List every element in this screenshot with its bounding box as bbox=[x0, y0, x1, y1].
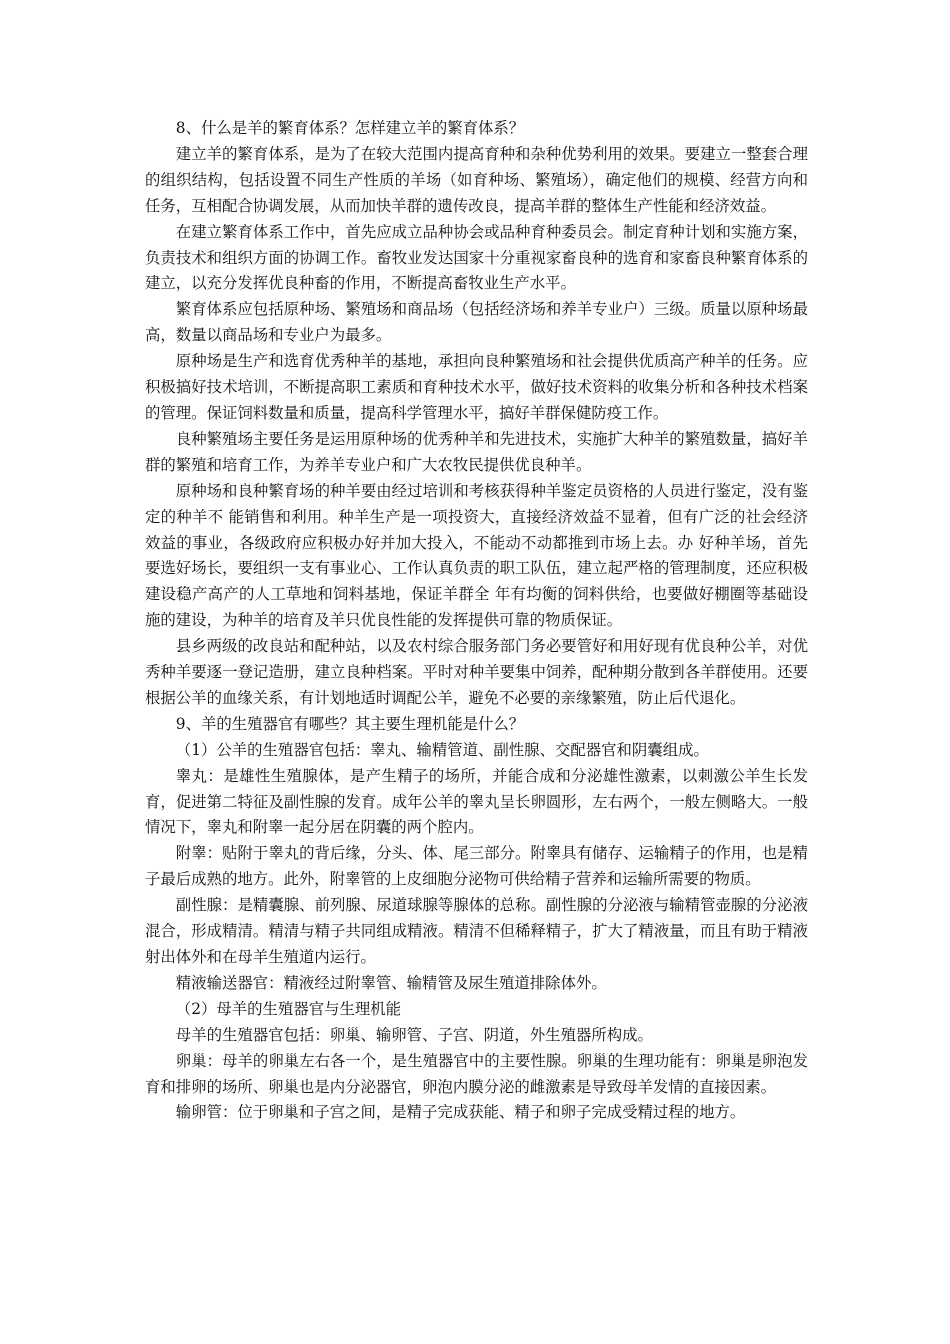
question-heading-8: 8、什么是羊的繁育体系？怎样建立羊的繁育体系？ bbox=[175, 119, 525, 137]
paragraph: 原种场和良种繁育场的种羊要由经过培训和考核获得种羊鉴定员资格的人员进行鉴定，没有鉴定的种羊不 能销售和利用。种羊生产是一项投资大，直接经济效益不显着，但有广泛的社会经济效益的事业，各级政府应积极办好并加大投入，不能动不动都推到市场上去。办 好种羊场，首先要选好场长，要组织一支有事业心、工作认真负责的职工队伍，建立起严格的管理制度，还应积极建设稳产高产的人工草地和饲料基地，保证羊群全 年有均衡的饲料供给，也要做好棚圈等基础设施的建设，为种羊的培育及羊只优良性能的发挥提供可靠的物质保证。 bbox=[145, 481, 808, 630]
paragraph: 睾丸：是雄性生殖腺体，是产生精子的场所，并能合成和分泌雄性激素，以刺激公羊生长发育，促进第二特征及副性腺的发育。成年公羊的睾丸呈长卵圆形，左右两个，一般左侧略大。一般情况下，睾丸和附睾一起分居在阴囊的两个腔内。 bbox=[145, 766, 808, 837]
paragraph: 建立羊的繁育体系，是为了在较大范围内提高育种和杂种优势利用的效果。要建立一整套合理的组织结构，包括设置不同生产性质的羊场（如育种场、繁殖场），确定他们的规模、经营方向和任务，互相配合协调发展，从而加快羊群的遗传改良，提高羊群的整体生产性能和经济效益。 bbox=[145, 144, 808, 215]
paragraph: 副性腺：是精囊腺、前列腺、尿道球腺等腺体的总称。副性腺的分泌液与输精管壶腺的分泌液混合，形成精清。精清与精子共同组成精液。精清不但稀释精子，扩大了精液量，而且有助于精液射出体外和在母羊生殖道内运行。 bbox=[145, 896, 808, 966]
paragraph: 精液输送器官：精液经过附睾管、输精管及尿生殖道排除体外。 bbox=[175, 973, 607, 992]
paragraph: 在建立繁育体系工作中，首先应成立品种协会或品种育种委员会。制定育种计划和实施方案，负责技术和组织方面的协调工作。畜牧业发达国家十分重视家畜良种的选育和家畜良种繁育体系的建立，以充分发挥优良种畜的作用，不断提高畜牧业生产水平。 bbox=[145, 222, 808, 293]
paragraph: 繁育体系应包括原种场、繁殖场和商品场（包括经济场和养羊专业户）三级。质量以原种场最高，数量以商品场和专业户为最多。 bbox=[145, 300, 808, 345]
document-page bbox=[145, 116, 808, 1126]
subheading-male: （1）公羊的生殖器官包括：睾丸、输精管道、副性腺、交配器官和阴囊组成。 bbox=[175, 740, 709, 759]
paragraph: 良种繁殖场主要任务是运用原种场的优秀种羊和先进技术，实施扩大种羊的繁殖数量，搞好羊群的繁殖和培育工作，为养羊专业户和广大农牧民提供优良种羊。 bbox=[145, 429, 808, 474]
paragraph: 原种场是生产和选育优秀种羊的基地，承担向良种繁殖场和社会提供优质高产种羊的任务。应积极搞好技术培训，不断提高职工素质和育种技术水平，做好技术资料的收集分析和各种技术档案的管理。保证饲料数量和质量，提高科学管理水平，搞好羊群保健防疫工作。 bbox=[145, 352, 808, 422]
paragraph: 母羊的生殖器官包括：卵巢、输卵管、子宫、阴道，外生殖器所构成。 bbox=[175, 1025, 653, 1044]
subheading-female: （2）母羊的生殖器官与生理机能 bbox=[175, 999, 402, 1018]
paragraph: 附睾：贴附于睾丸的背后缘，分头、体、尾三部分。附睾具有储存、运输精子的作用，也是精子最后成熟的地方。此外，附睾管的上皮细胞分泌物可供给精子营养和运输所需要的物质。 bbox=[145, 844, 808, 889]
paragraph: 卵巢：母羊的卵巢左右各一个，是生殖器官中的主要性腺。卵巢的生理功能有：卵巢是卵泡发育和排卵的场所、卵巢也是内分泌器官，卵泡内膜分泌的雌激素是导致母羊发情的直接因素。 bbox=[145, 1051, 808, 1096]
question-heading-9: 9、羊的生殖器官有哪些？其主要生理机能是什么？ bbox=[175, 714, 525, 733]
paragraph: 输卵管：位于卵巢和子宫之间，是精子完成获能、精子和卵子完成受精过程的地方。 bbox=[175, 1103, 746, 1122]
paragraph: 县乡两级的改良站和配种站，以及农村综合服务部门务必要管好和用好现有优良种公羊，对优秀种羊要逐一登记造册，建立良种档案。平时对种羊要集中饲养，配种期分散到各羊群使用。还要根据公羊的血缘关系，有计划地适时调配公羊，避免不必要的亲缘繁殖，防止后代退化。 bbox=[145, 637, 808, 707]
